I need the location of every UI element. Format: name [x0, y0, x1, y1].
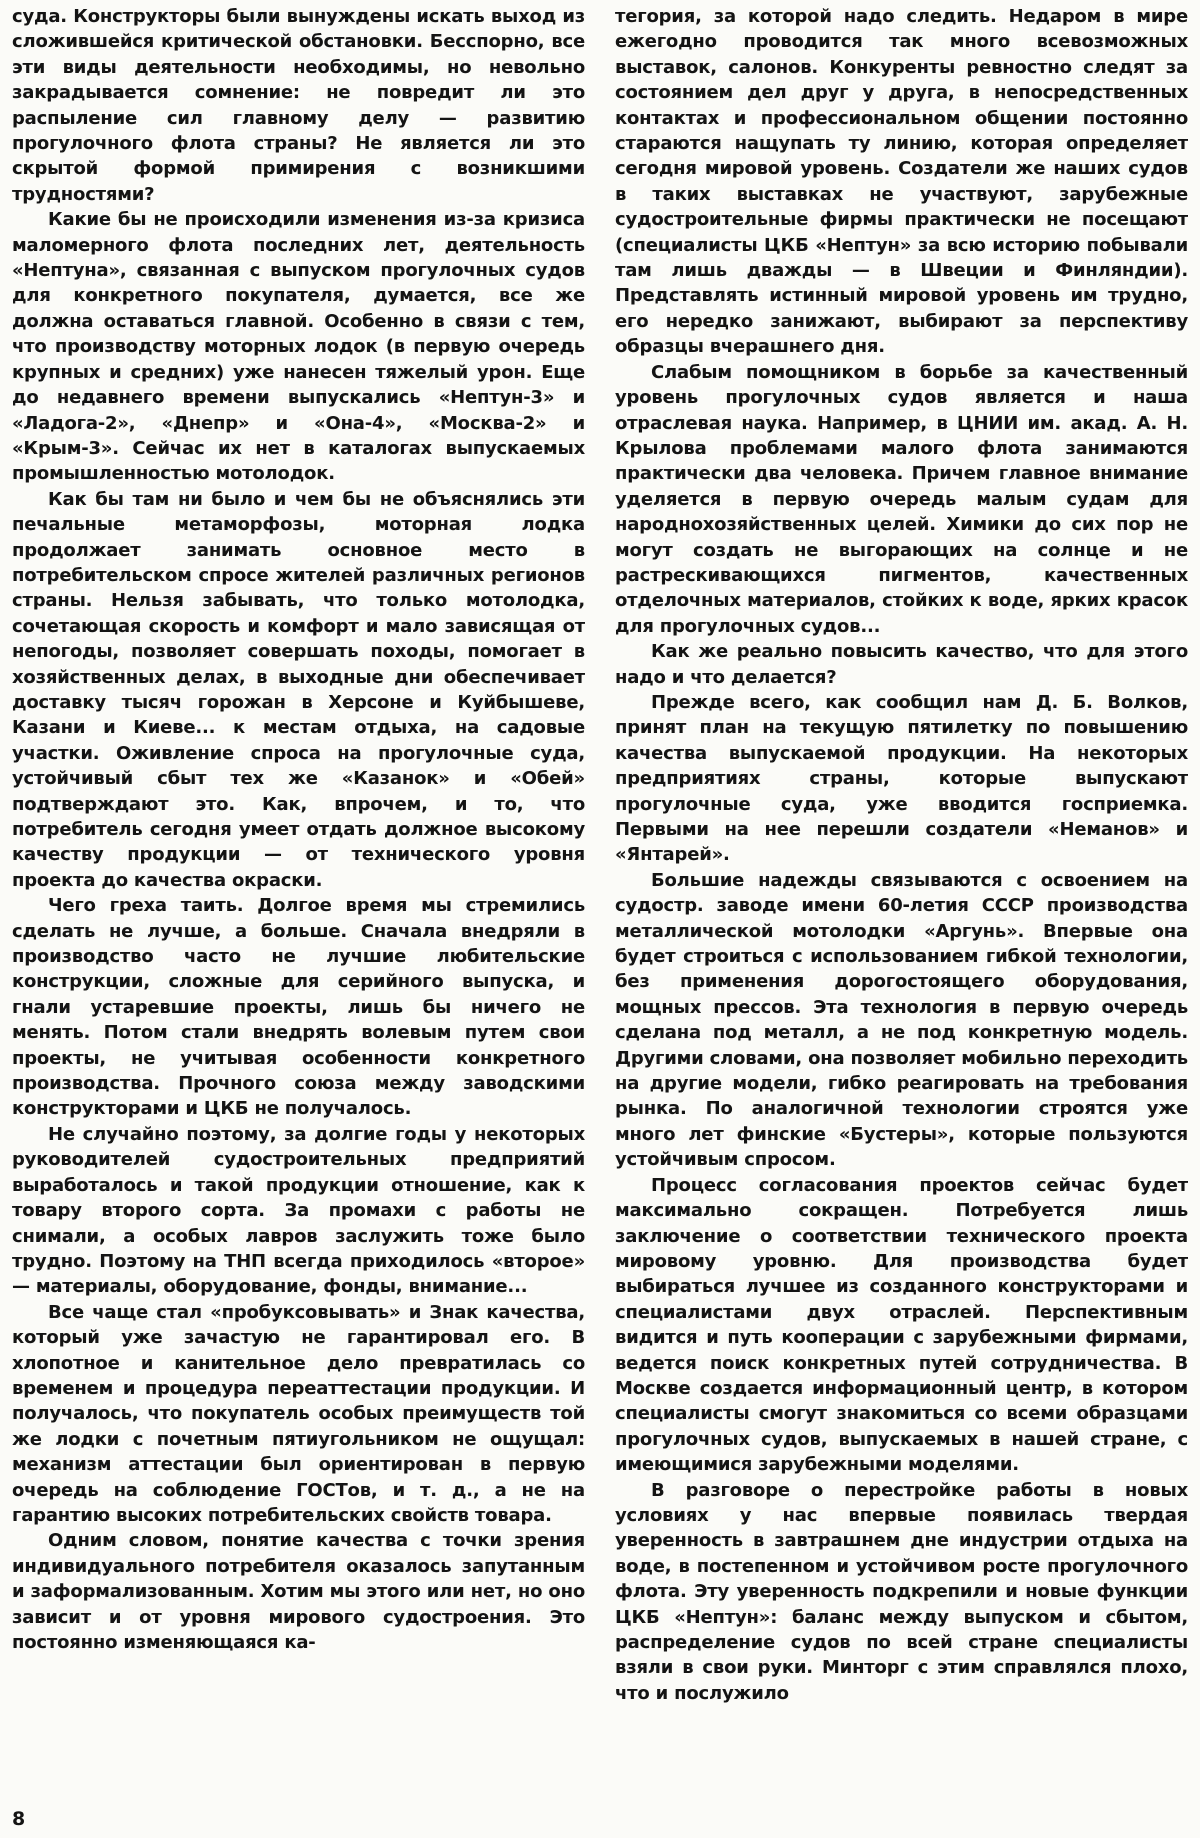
paragraph: Процесс согласования проектов сейчас будет максимально сокращен. Потребуется лишь заключение о соответствии технического проекта мировому уровню. Для производства будет выбираться лучшее из созданного конструкторами и специалистами двух отраслей. Перспективным видится и путь кооперации с зарубежными фирмами, ведется поиск конкретных путей сотрудничества. В Москве создается информационный центр, в котором специалисты смогут знакомиться со всеми образцами прогулочных судов, выпускаемых в нашей стране, с имеющимися зарубежными моделями.: [615, 1174, 1188, 1476]
paragraph: Какие бы не происходили изменения из-за кризиса маломерного флота последних лет, деятельность «Нептуна», связанная с выпуском прогулочных судов для конкретного покупателя, думается, все же должна оставаться главной. Особенно в связи с тем, что производству моторных лодок (в первую очередь крупных и средних) уже нанесен тяжелый урон. Еще до недавнего времени выпускались «Нептун-3» и «Ладога-2», «Днепр» и «Она-4», «Москва-2» и «Крым-3». Сейчас их нет в каталогах выпускаемых промышленностью мотолодок.: [12, 209, 585, 485]
paragraph: В разговоре о перестройке работы в новых условиях у нас впервые появилась твердая уверенность в завтрашнем дне индустрии отдыха на воде, в постепенном и устойчивом росте прогулочного флота. Эту уверенность подкрепили и новые функции ЦКБ «Нептун»: баланс между выпуском и сбытом, распределение судов по всей стране специалисты взяли в свои руки. Минторг с этим справлялся плохо, что и послужило: [615, 1479, 1188, 1704]
paragraph: Одним словом, понятие качества с точки зрения индивидуального потребителя оказалось запутанным и заформализованным. Хотим мы этого или нет, но оно зависит и от уровня мирового судостроения. Это постоянно изменяющаяся ка-: [12, 1530, 585, 1653]
right-column: [615, 4, 1188, 1804]
paragraph: тегория, за которой надо следить. Недаром в мире ежегодно проводится так много всевозможных выставок, салонов. Конкуренты ревностно следят за состоянием дел друг у друга, в непосредственных контактах и профессиональном общении постоянно стараются нащупать ту линию, которая определяет сегодня мировой уровень. Создатели же наших судов в таких выставках не участвуют, зарубежные судостроительные фирмы практически не посещают (специалисты ЦКБ «Нептун» за всю историю побывали там лишь дважды — в Швеции и Финляндии). Представлять истинный мировой уровень им трудно, его нередко занижают, выбирают за перспективу образцы вчерашнего дня.: [615, 6, 1188, 358]
text-columns: [12, 4, 1188, 1804]
paragraph: Слабым помощником в борьбе за качественный уровень прогулочных судов является и наша отраслевая наука. Например, в ЦНИИ им. акад. А. Н. Крылова проблемами малого флота занимаются практически два человека. Причем главное внимание уделяется в первую очередь малым судам для народнохозяйственных целей. Химики до сих пор не могут создать не выгорающих на солнце и не растрескивающихся пигментов, качественных отделочных материалов, стойких к воде, ярких красок для прогулочных судов...: [615, 361, 1188, 637]
paragraph: Большие надежды связываются с освоением на судостр. заводе имени 60-летия СССР производства металлической мотолодки «Аргунь». Впервые она будет строиться с использованием гибкой технологии, без применения дорогостоящего оборудования, мощных прессов. Эта технология в первую очередь сделана под металл, а не под конкретную модель. Другими словами, она позволяет мобильно переходить на другие модели, гибко реагировать на требования рынка. По аналогичной технологии строятся уже много лет финские «Бустеры», которые пользуются устойчивым спросом.: [615, 869, 1188, 1171]
paragraph: Все чаще стал «пробуксовывать» и Знак качества, который уже зачастую не гарантировал его. В хлопотное и канительное дело превратилась со временем и процедура переаттестации продукции. И получалось, что покупатель особых преимуществ той же лодки с почетным пятиугольником не ощущал: механизм аттестации был ориентирован в первую очередь на соблюдение ГОСТов, и т. д., а не на гарантию высоких потребительских свойств товара.: [12, 1301, 585, 1526]
page-number: 8: [12, 1808, 26, 1830]
paragraph: Не случайно поэтому, за долгие годы у некоторых руководителей судостроительных предприятий выработалось и такой продукции отношение, как к товару второго сорта. За промахи с работы не снимали, а особых лавров заслужить тоже было трудно. Поэтому на ТНП всегда приходилось «второе» — материалы, оборудование, фонды, внимание...: [12, 1123, 585, 1298]
paragraph: Прежде всего, как сообщил нам Д. Б. Волков, принят план на текущую пятилетку по повышению качества выпускаемой продукции. На некоторых предприятиях страны, которые выпускают прогулочные суда, уже вводится госприемка. Первыми на нее перешли создатели «Неманов» и «Янтарей».: [615, 691, 1188, 866]
left-column: [12, 4, 585, 1804]
paragraph: Как бы там ни было и чем бы не объяснялись эти печальные метаморфозы, моторная лодка продолжает занимать основное место в потребительском спросе жителей различных регионов страны. Нельзя забывать, что только мотолодка, сочетающая скорость и комфорт и мало зависящая от непогоды, позволяет совершать походы, помогает в хозяйственных делах, в выходные дни обеспечивает доставку тысяч горожан в Херсоне и Куйбышеве, Казани и Киеве... к местам отдыха, на садовые участки. Оживление спроса на прогулочные суда, устойчивый сбыт тех же «Казанок» и «Обей» подтверждают это. Как, впрочем, и то, что потребитель сегодня умеет отдать должное высокому качеству продукции — от технического уровня проекта до качества окраски.: [12, 488, 585, 891]
paragraph: Чего греха таить. Долгое время мы стремились сделать не лучше, а больше. Сначала внедряли в производство часто не лучшие любительские конструкции, сложные для серийного выпуска, и гнали устаревшие проекты, лишь бы ничего не менять. Потом стали внедрять волевым путем свои проекты, не учитывая особенности конкретного производства. Прочного союза между заводскими конструкторами и ЦКБ не получалось.: [12, 895, 585, 1120]
paragraph: Как же реально повысить качество, что для этого надо и что делается?: [615, 641, 1188, 688]
paragraph: суда. Конструкторы были вынуждены искать выход из сложившейся критической обстановки. Бесспорно, все эти виды деятельности необходимы, но невольно закрадывается сомнение: не повредит ли это распыление сил главному делу — развитию прогулочного флота страны? Не является ли это скрытой формой примирения с возникшими трудностями?: [12, 6, 585, 205]
